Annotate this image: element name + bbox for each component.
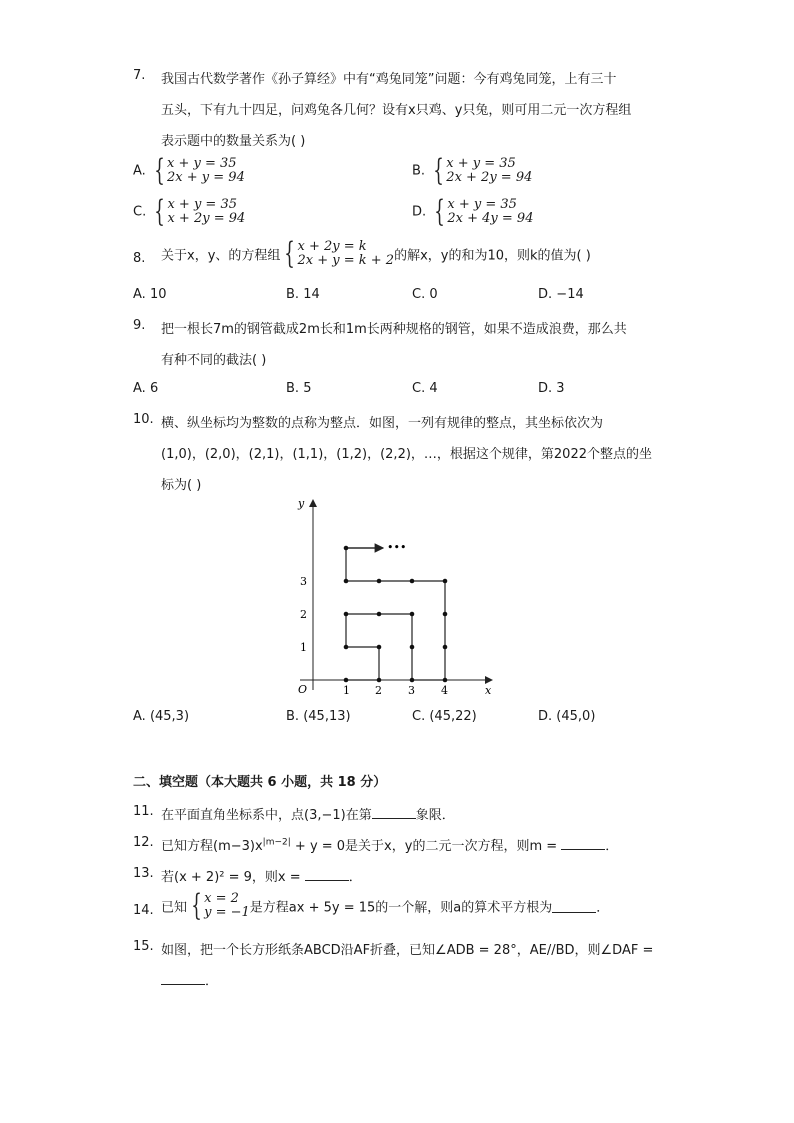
q8-option-d[interactable] <box>538 287 584 302</box>
lattice-point <box>410 579 415 584</box>
q7-line1: 我国古代数学著作《孙子算经》中有“鸡兔同笼”问题：今有鸡兔同笼，上有三十 <box>161 72 617 87</box>
option-value: (45,22) <box>429 709 477 724</box>
x-tick-label: 3 <box>408 684 415 697</box>
lattice-point <box>410 678 415 683</box>
lattice-point <box>443 579 448 584</box>
q7-line2: 五头，下有九十四足，问鸡兔各几何？设有x只鸡、y只兔，则可用二元一次方程组 <box>161 103 632 118</box>
q15-number: 15. <box>133 939 154 954</box>
equation: x + y = 35 <box>167 156 237 171</box>
equation-system: { x + 2y = k 2x + y = k + 2 <box>284 236 395 271</box>
q14-text-b: 是方程ax + 5y = 15的一个解，则a的算术平方根为 <box>249 900 553 916</box>
q10-number: 10. <box>133 412 154 427</box>
q8-text-b: 的解x，y的和为10，则k的值为( ) <box>394 248 591 264</box>
answer-blank[interactable] <box>372 806 416 819</box>
lattice-point <box>443 645 448 650</box>
q15-line2 <box>161 970 218 989</box>
q12-number: 12. <box>133 835 154 850</box>
lattice-point <box>344 645 349 650</box>
origin-label: O <box>298 683 308 696</box>
lattice-point <box>410 612 415 617</box>
answer-blank[interactable] <box>561 837 605 850</box>
option-label: D. <box>538 709 553 724</box>
q12-text-b: + y = 0是关于x，y的二元一次方程，则m = <box>290 839 562 854</box>
q15-line1: 如图，把一个长方形纸条ABCD沿AF折叠，已知∠ADB = 28°，AE//BD，则∠DAF = <box>161 943 654 958</box>
lattice-point <box>377 612 382 617</box>
option-value: 4 <box>429 381 438 396</box>
q14-stem <box>161 888 610 923</box>
option-label: A. <box>133 287 146 302</box>
option-value: 14 <box>303 287 320 302</box>
q14-number: 14. <box>133 903 154 918</box>
option-label: D. <box>412 204 427 220</box>
y-tick-label: 1 <box>300 641 307 654</box>
equation: x + y = 35 <box>447 197 517 212</box>
lattice-point <box>377 579 382 584</box>
y-tick-label: 3 <box>300 575 307 588</box>
y-axis-label: y <box>298 497 305 510</box>
q8-option-b[interactable] <box>286 287 320 302</box>
answer-blank[interactable] <box>305 868 349 881</box>
q7-line3: 表示题中的数量关系为( ) <box>161 134 306 149</box>
q9-option-c[interactable] <box>412 381 438 396</box>
lattice-point <box>443 612 448 617</box>
lattice-path <box>346 548 445 680</box>
equation: 2x + y = 94 <box>167 170 245 185</box>
q12-text-c: ． <box>605 839 619 854</box>
option-label: B. <box>286 709 300 724</box>
q14-text-a: 已知 <box>161 900 188 916</box>
option-value: 0 <box>429 287 438 302</box>
option-value: (45,3) <box>149 709 190 724</box>
option-label: A. <box>133 163 146 179</box>
option-label: C. <box>412 709 426 724</box>
equation-system: { x + y = 35 x + 2y = 94 <box>154 194 246 229</box>
equation: x + y = 35 <box>167 197 237 212</box>
option-value: 6 <box>149 381 159 396</box>
equation: x + y = 35 <box>446 156 516 171</box>
q7-option-b[interactable] <box>412 153 533 188</box>
equation-system: { x + y = 35 2x + 2y = 94 <box>433 153 533 188</box>
q7-number: 7. <box>133 68 146 83</box>
q10-option-d[interactable] <box>538 709 595 724</box>
option-label: D. <box>538 287 553 302</box>
q12-exponent: |m−2| <box>262 837 291 848</box>
option-value: −14 <box>556 287 584 302</box>
option-label: C. <box>133 204 147 220</box>
option-label: D. <box>538 381 553 396</box>
q12-text-a: 已知方程(m−3)x <box>161 839 263 854</box>
option-label: B. <box>412 163 426 179</box>
q7-option-d[interactable] <box>412 194 534 229</box>
x-tick-label: 2 <box>375 684 382 697</box>
q11-text-a: 在平面直角坐标系中，点(3,−1)在第 <box>161 808 372 823</box>
q13-text-b: ． <box>348 870 362 885</box>
ellipsis-dots: ••• <box>387 541 407 554</box>
equation-system: { x + y = 35 2x + y = 94 <box>154 153 245 188</box>
lattice-path-figure <box>288 490 500 700</box>
option-label: B. <box>286 287 300 302</box>
lattice-point <box>344 579 349 584</box>
equation: x + 2y = k <box>297 239 367 254</box>
equation: x = 2 <box>204 891 239 906</box>
q8-option-c[interactable] <box>412 287 438 302</box>
option-value: 5 <box>303 381 312 396</box>
lattice-point <box>410 645 415 650</box>
q14-text-c: ． <box>596 900 610 916</box>
q9-line1: 把一根长7m的钢管截成2m长和1m长两种规格的钢管，如果不造成浪费，那么共 <box>161 322 627 337</box>
lattice-point <box>377 645 382 650</box>
equation: x + 2y = 94 <box>167 211 246 226</box>
section-title: 二、填空题（本大题共 6 小题，共 18 分） <box>133 775 387 790</box>
q11-text-b: 象限． <box>415 808 455 823</box>
q11-stem <box>161 804 455 823</box>
x-axis-label: x <box>485 684 492 697</box>
q7-option-a[interactable] <box>133 153 245 188</box>
q9-option-a[interactable] <box>133 381 158 396</box>
q9-number: 9. <box>133 318 146 333</box>
q13-stem <box>161 866 362 885</box>
lattice-point <box>377 678 382 683</box>
x-tick-label: 1 <box>343 684 350 697</box>
option-label: C. <box>412 287 426 302</box>
equation-system: { x = 2 y = −1 <box>191 888 250 923</box>
lattice-point <box>344 612 349 617</box>
q9-option-d[interactable] <box>538 381 565 396</box>
equation: y = −1 <box>204 905 250 920</box>
equation: 2x + y = k + 2 <box>297 253 395 268</box>
q11-number: 11. <box>133 804 154 819</box>
answer-blank[interactable] <box>161 972 205 985</box>
q8-option-a[interactable] <box>133 287 166 302</box>
equation-system: { x + y = 35 2x + 4y = 94 <box>434 194 534 229</box>
option-label: C. <box>412 381 426 396</box>
option-value: 3 <box>556 381 565 396</box>
option-value: (45,0) <box>556 709 596 724</box>
q9-line2: 有种不同的截法( ) <box>161 353 267 368</box>
q10-line1: 横、纵坐标均为整数的点称为整点．如图，一列有规律的整点，其坐标依次为 <box>161 416 604 431</box>
y-tick-label: 2 <box>300 608 307 621</box>
q13-number: 13. <box>133 866 154 881</box>
option-label: A. <box>133 381 146 396</box>
q13-text-a: 若(x + 2)² = 9，则x = <box>161 870 305 885</box>
option-label: B. <box>286 381 300 396</box>
q8-stem <box>161 236 591 271</box>
option-label: A. <box>133 709 146 724</box>
q9-option-b[interactable] <box>286 381 311 396</box>
q7-option-c[interactable] <box>133 194 246 229</box>
q12-stem <box>161 835 618 854</box>
equation: 2x + 2y = 94 <box>446 170 533 185</box>
x-tick-label: 4 <box>441 684 448 697</box>
q10-option-a[interactable] <box>133 709 189 724</box>
option-value: 10 <box>149 287 167 302</box>
q10-line3: 标为( ) <box>161 478 202 493</box>
q15-line2-end: ． <box>205 974 219 989</box>
equation: 2x + 4y = 94 <box>447 211 534 226</box>
lattice-point <box>344 546 349 551</box>
q8-text-a: 关于x，y、的方程组 <box>161 248 281 264</box>
q10-line2: (1,0)，(2,0)，(2,1)，(1,1)，(1,2)，(2,2)，…，根据这个规律，第2022个整点的坐 <box>161 447 652 462</box>
q8-number: 8. <box>133 251 146 266</box>
lattice-point <box>344 678 349 683</box>
option-value: (45,13) <box>303 709 351 724</box>
q10-option-b[interactable] <box>286 709 351 724</box>
q10-option-c[interactable] <box>412 709 477 724</box>
answer-blank[interactable] <box>552 900 596 913</box>
lattice-point <box>443 678 448 683</box>
